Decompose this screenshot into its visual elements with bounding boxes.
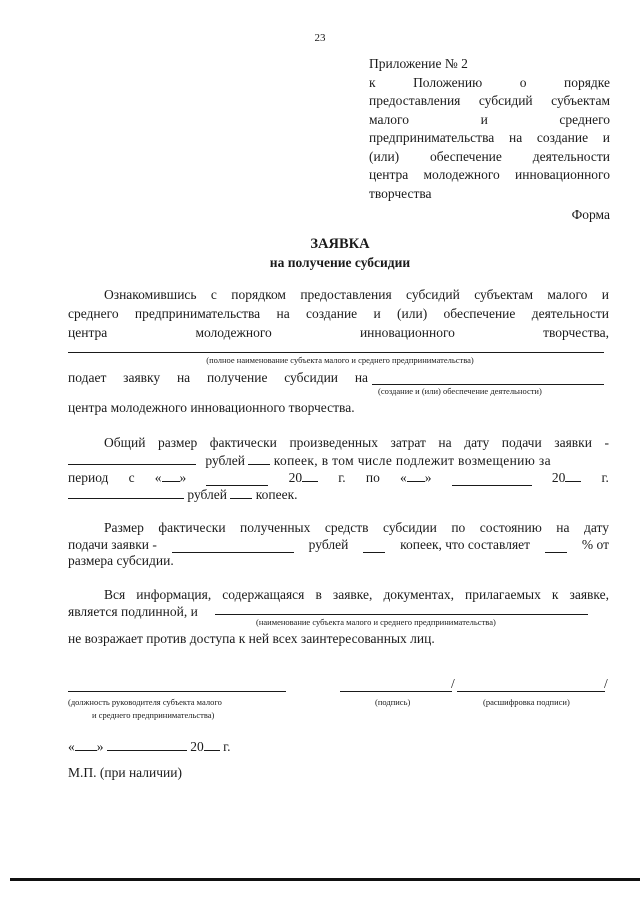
page-number: 23 (314, 32, 326, 44)
decoding-line (457, 691, 605, 692)
appendix-title: Приложение № 2 (369, 56, 468, 71)
subject-name-caption: (наименование субъекта малого и среднего предпринимательства) (256, 617, 496, 627)
position-line (68, 691, 286, 692)
applicant-name-caption: (полное наименование субъекта малого и среднего предпринимательства) (206, 355, 474, 365)
paragraph-1-line-4: подает заявку на получение субсидии на (68, 370, 369, 385)
paragraph-2-line-1: Общий размер фактически произведенных затрат на дату подачи заявки - (104, 435, 609, 450)
applicant-name-line (68, 352, 604, 353)
signature-line (340, 691, 452, 692)
paragraph-1-line-3: центра молодежного инновационного творчества, (68, 325, 610, 340)
appendix-line: (или) обеспечение деятельности (369, 148, 611, 164)
purpose-caption: (создание и (или) обеспечение деятельности) (378, 386, 542, 396)
subject-name-line (215, 614, 588, 615)
appendix-line: предпринимательства на создание и (369, 130, 611, 145)
document-subtitle: на получение субсидии (269, 255, 411, 270)
paragraph-1-line-5: центра молодежного инновационного творчества. (68, 400, 355, 415)
appendix-block (369, 55, 610, 203)
signature-caption: (подпись) (375, 697, 411, 707)
document-title: ЗАЯВКА (310, 236, 370, 252)
paragraph-3-line-2: подачи заявки - рублей копеек, что составляет % от (68, 537, 609, 552)
paragraph-1-line-1: Ознакомившись с порядком предоставления субсидий субъектам малого и (104, 287, 609, 302)
total-kopecks-blank (248, 452, 270, 465)
total-rubles-blank (68, 452, 196, 465)
paragraph-4-line-3: не возражает против доступа к ней всех заинтересованных лиц. (68, 631, 435, 646)
reimbursement-kopecks-blank (230, 486, 252, 499)
paragraph-4-line-1: Вся информация, содержащаяся в заявке, документах, прилагаемых к заявке, (104, 587, 609, 602)
paragraph-2-line-2: рублей копеек, в том числе подлежит возмещению за (68, 452, 551, 469)
position-caption: и среднего предпринимательства) (92, 710, 215, 720)
appendix-line: центра молодежного инновационного (369, 167, 611, 182)
appendix-line: к Положению о порядке (369, 74, 610, 90)
appendix-line: малого и среднего (369, 111, 611, 127)
appendix-line: предоставления субсидий субъектам (369, 93, 610, 108)
date-line: « » 20 г. (68, 739, 231, 754)
stamp-note: М.П. (при наличии) (68, 765, 182, 780)
paragraph-2-line-4: рублей копеек. (68, 486, 298, 503)
slash: / (451, 676, 455, 691)
form-label: Форма (571, 207, 610, 222)
position-caption: (должность руководителя субъекта малого (68, 697, 222, 707)
reimbursement-rubles-blank (68, 486, 184, 499)
slash: / (604, 676, 608, 691)
paragraph-4-line-2: является подлинной, и (68, 604, 198, 619)
purpose-line (372, 384, 604, 385)
bottom-rule (10, 878, 640, 881)
paragraph-2-line-3: период с « » 20 г. по « » 20 г. (68, 470, 609, 485)
paragraph-3-line-3: размера субсидии. (68, 553, 174, 568)
decoding-caption: (расшифровка подписи) (483, 697, 570, 707)
paragraph-1-line-2: среднего предпринимательства на создание и (или) обеспечение деятельности (68, 306, 609, 321)
appendix-line: творчества (369, 185, 432, 201)
paragraph-3-line-1: Размер фактически полученных средств субсидии по состоянию на дату (104, 520, 609, 535)
